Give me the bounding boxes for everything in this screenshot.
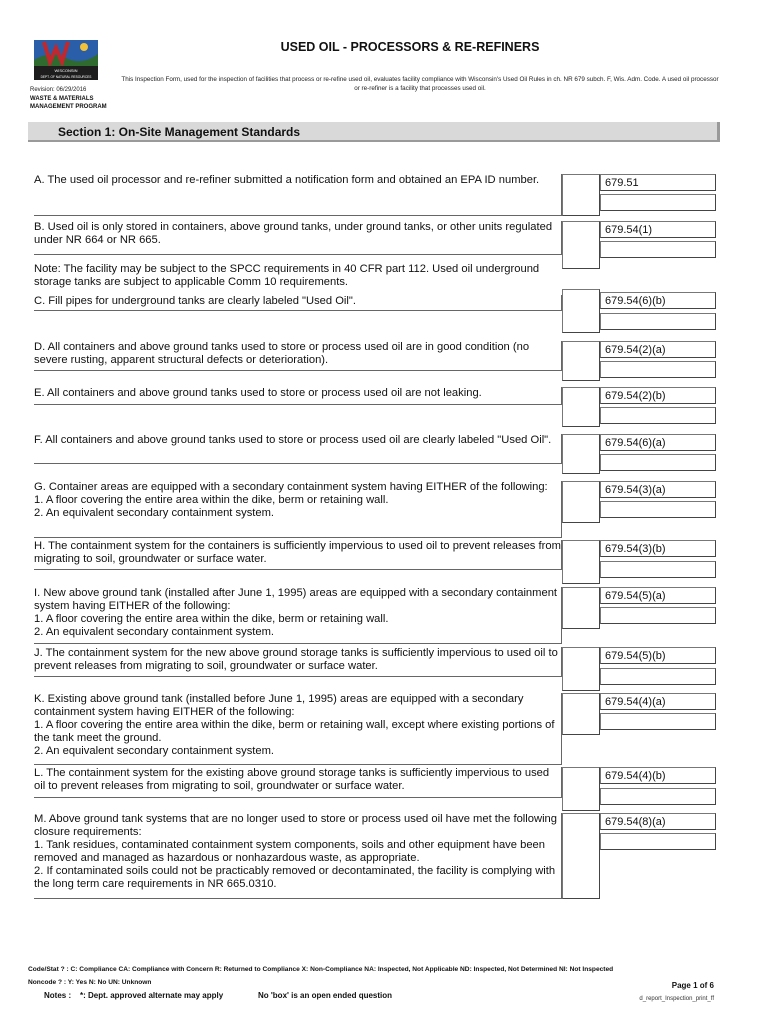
wisconsin-dnr-logo xyxy=(30,38,102,82)
item-question-i: I. New above ground tank (installed after June 1, 1995) areas are equipped with a secondary containment system having EITHER of the following: 1. A floor covering the entire area within the dike, berm or retaining wall. 2. An equivalent secondary containment system. xyxy=(34,587,562,644)
status-code-box[interactable] xyxy=(562,289,600,333)
item-question-e: E. All containers and above ground tanks used to store or process used oil are not leaking. xyxy=(34,387,562,405)
rule-code: 679.54(6)(b) xyxy=(600,292,716,309)
section-title: Section 1: On-Site Management Standards xyxy=(58,125,301,139)
item-question-a: A. The used oil processor and re-refiner submitted a notification form and obtained an EPA ID number. xyxy=(34,174,562,216)
item-question-h: H. The containment system for the containers is sufficiently impervious to used oil to prevent releases from migrating to soil, groundwater or surface water. xyxy=(34,540,562,570)
notes-open-ended: No 'box' is an open ended question xyxy=(258,991,393,1000)
status-code-box[interactable] xyxy=(562,221,600,269)
status-code-box[interactable] xyxy=(562,540,600,584)
rule-code: 679.54(5)(a) xyxy=(600,587,716,604)
rule-code: 679.54(1) xyxy=(600,221,716,238)
program-name: WASTE & MATERIALS MANAGEMENT PROGRAM xyxy=(30,96,107,110)
status-code-box[interactable] xyxy=(562,693,600,735)
status-code-box[interactable] xyxy=(562,174,600,216)
item-question-j: J. The containment system for the new above ground storage tanks is sufficiently impervious to used oil to prevent releases from migrating to soil, groundwater or surface water. xyxy=(34,647,562,677)
item-question-b: B. Used oil is only stored in containers, above ground tanks, under ground tanks, or other units regulated under NR 664 or NR 665. xyxy=(34,221,562,255)
item-question-g: G. Container areas are equipped with a secondary containment system having EITHER of the following: 1. A floor covering the entire area within the dike, berm or retaining wall. 2. An equivalent secondary containment system. xyxy=(34,481,562,538)
status-code-box[interactable] xyxy=(562,767,600,811)
answer-field[interactable] xyxy=(600,607,716,624)
answer-field[interactable] xyxy=(600,668,716,685)
rule-code: 679.54(3)(a) xyxy=(600,481,716,498)
status-code-box[interactable] xyxy=(562,587,600,629)
report-id: d_report_Inspection_print_ff xyxy=(639,996,714,1002)
answer-field[interactable] xyxy=(600,407,716,424)
item-question-m: M. Above ground tank systems that are no longer used to store or process used oil have met the following closure requirements: 1. Tank residues, contaminated containment system components, soils and other equipment have been removed and managed as hazardous or nonhazardous waste, as appropriate. 2. If contaminated soils could not be practicably removed or decontaminated, the facility is complying with the long term care requirements in NR 665.0310. xyxy=(34,813,562,899)
rule-code: 679.54(5)(b) xyxy=(600,647,716,664)
answer-field[interactable] xyxy=(600,241,716,258)
answer-field[interactable] xyxy=(600,361,716,378)
rule-code: 679.54(4)(b) xyxy=(600,767,716,784)
revision-date: Revision: 06/29/2016 xyxy=(30,87,87,93)
rule-code: 679.54(8)(a) xyxy=(600,813,716,830)
notes-label: Notes : xyxy=(44,991,72,1000)
answer-field[interactable] xyxy=(600,713,716,730)
item-question-d: D. All containers and above ground tanks used to store or process used oil are in good condition (no severe rusting, apparent structural defects or deterioration). xyxy=(34,341,562,371)
item-question-k: K. Existing above ground tank (installed before June 1, 1995) areas are equipped with a secondary containment system having EITHER of the following: 1. A floor covering the entire area within the dike, berm or retaining wall, except where existing portions of the tank meet the ground. 2. An equivalent secondary containment system. xyxy=(34,693,562,765)
page-title: USED OIL - PROCESSORS & RE-REFINERS xyxy=(280,40,540,54)
answer-field[interactable] xyxy=(600,501,716,518)
status-code-box[interactable] xyxy=(562,813,600,899)
status-code-box[interactable] xyxy=(562,341,600,381)
notes-alternate: *: Dept. approved alternate may apply xyxy=(80,991,224,1000)
rule-code: 679.51 xyxy=(600,174,716,191)
answer-field[interactable] xyxy=(600,833,716,850)
answer-field[interactable] xyxy=(600,194,716,211)
rule-code: 679.54(2)(a) xyxy=(600,341,716,358)
item-note: Note: The facility may be subject to the SPCC requirements in 40 CFR part 112. Used oil underground storage tanks are subject to applicable Comm 10 requirements. xyxy=(34,263,540,288)
answer-field[interactable] xyxy=(600,313,716,330)
rule-code: 679.54(2)(b) xyxy=(600,387,716,404)
answer-field[interactable] xyxy=(600,561,716,578)
noncode-legend: Noncode ? : Y: Yes N: No UN: Unknown xyxy=(28,979,152,986)
answer-field[interactable] xyxy=(600,454,716,471)
logo-text-bottom: DEPT. OF NATURAL RESOURCES xyxy=(40,75,92,79)
section-header xyxy=(28,122,720,142)
status-code-box[interactable] xyxy=(562,481,600,523)
item-question-c: C. Fill pipes for underground tanks are clearly labeled "Used Oil". xyxy=(34,295,562,311)
status-code-box[interactable] xyxy=(562,647,600,691)
rule-code: 679.54(3)(b) xyxy=(600,540,716,557)
item-question-l: L. The containment system for the existing above ground storage tanks is sufficiently impervious to used oil to prevent releases from migrating to soil, groundwater or surface water. xyxy=(34,767,562,798)
logo-text-top: WISCONSIN xyxy=(54,68,78,73)
code-status-legend: Code/Stat ? : C: Compliance CA: Compliance with Concern R: Returned to Compliance X: Non-Compliance NA: Inspected, Not Applicable ND: Inspected, Not Determined NI: Not Inspected xyxy=(28,966,614,973)
rule-code: 679.54(4)(a) xyxy=(600,693,716,710)
item-question-f: F. All containers and above ground tanks used to store or process used oil are clearly labeled "Used Oil". xyxy=(34,434,562,464)
rule-code: 679.54(6)(a) xyxy=(600,434,716,451)
page-number: Page 1 of 6 xyxy=(671,981,714,990)
status-code-box[interactable] xyxy=(562,434,600,474)
status-code-box[interactable] xyxy=(562,387,600,427)
form-intro: This Inspection Form, used for the inspection of facilities that process or re-refine used oil, evaluates facility compliance with Wisconsin's Used Oil Rules in ch. NR 679 subch. F, Wis. Adm. Code. A used oil processor or re-refiner is a facility that processes used oil. xyxy=(121,76,719,92)
answer-field[interactable] xyxy=(600,788,716,805)
